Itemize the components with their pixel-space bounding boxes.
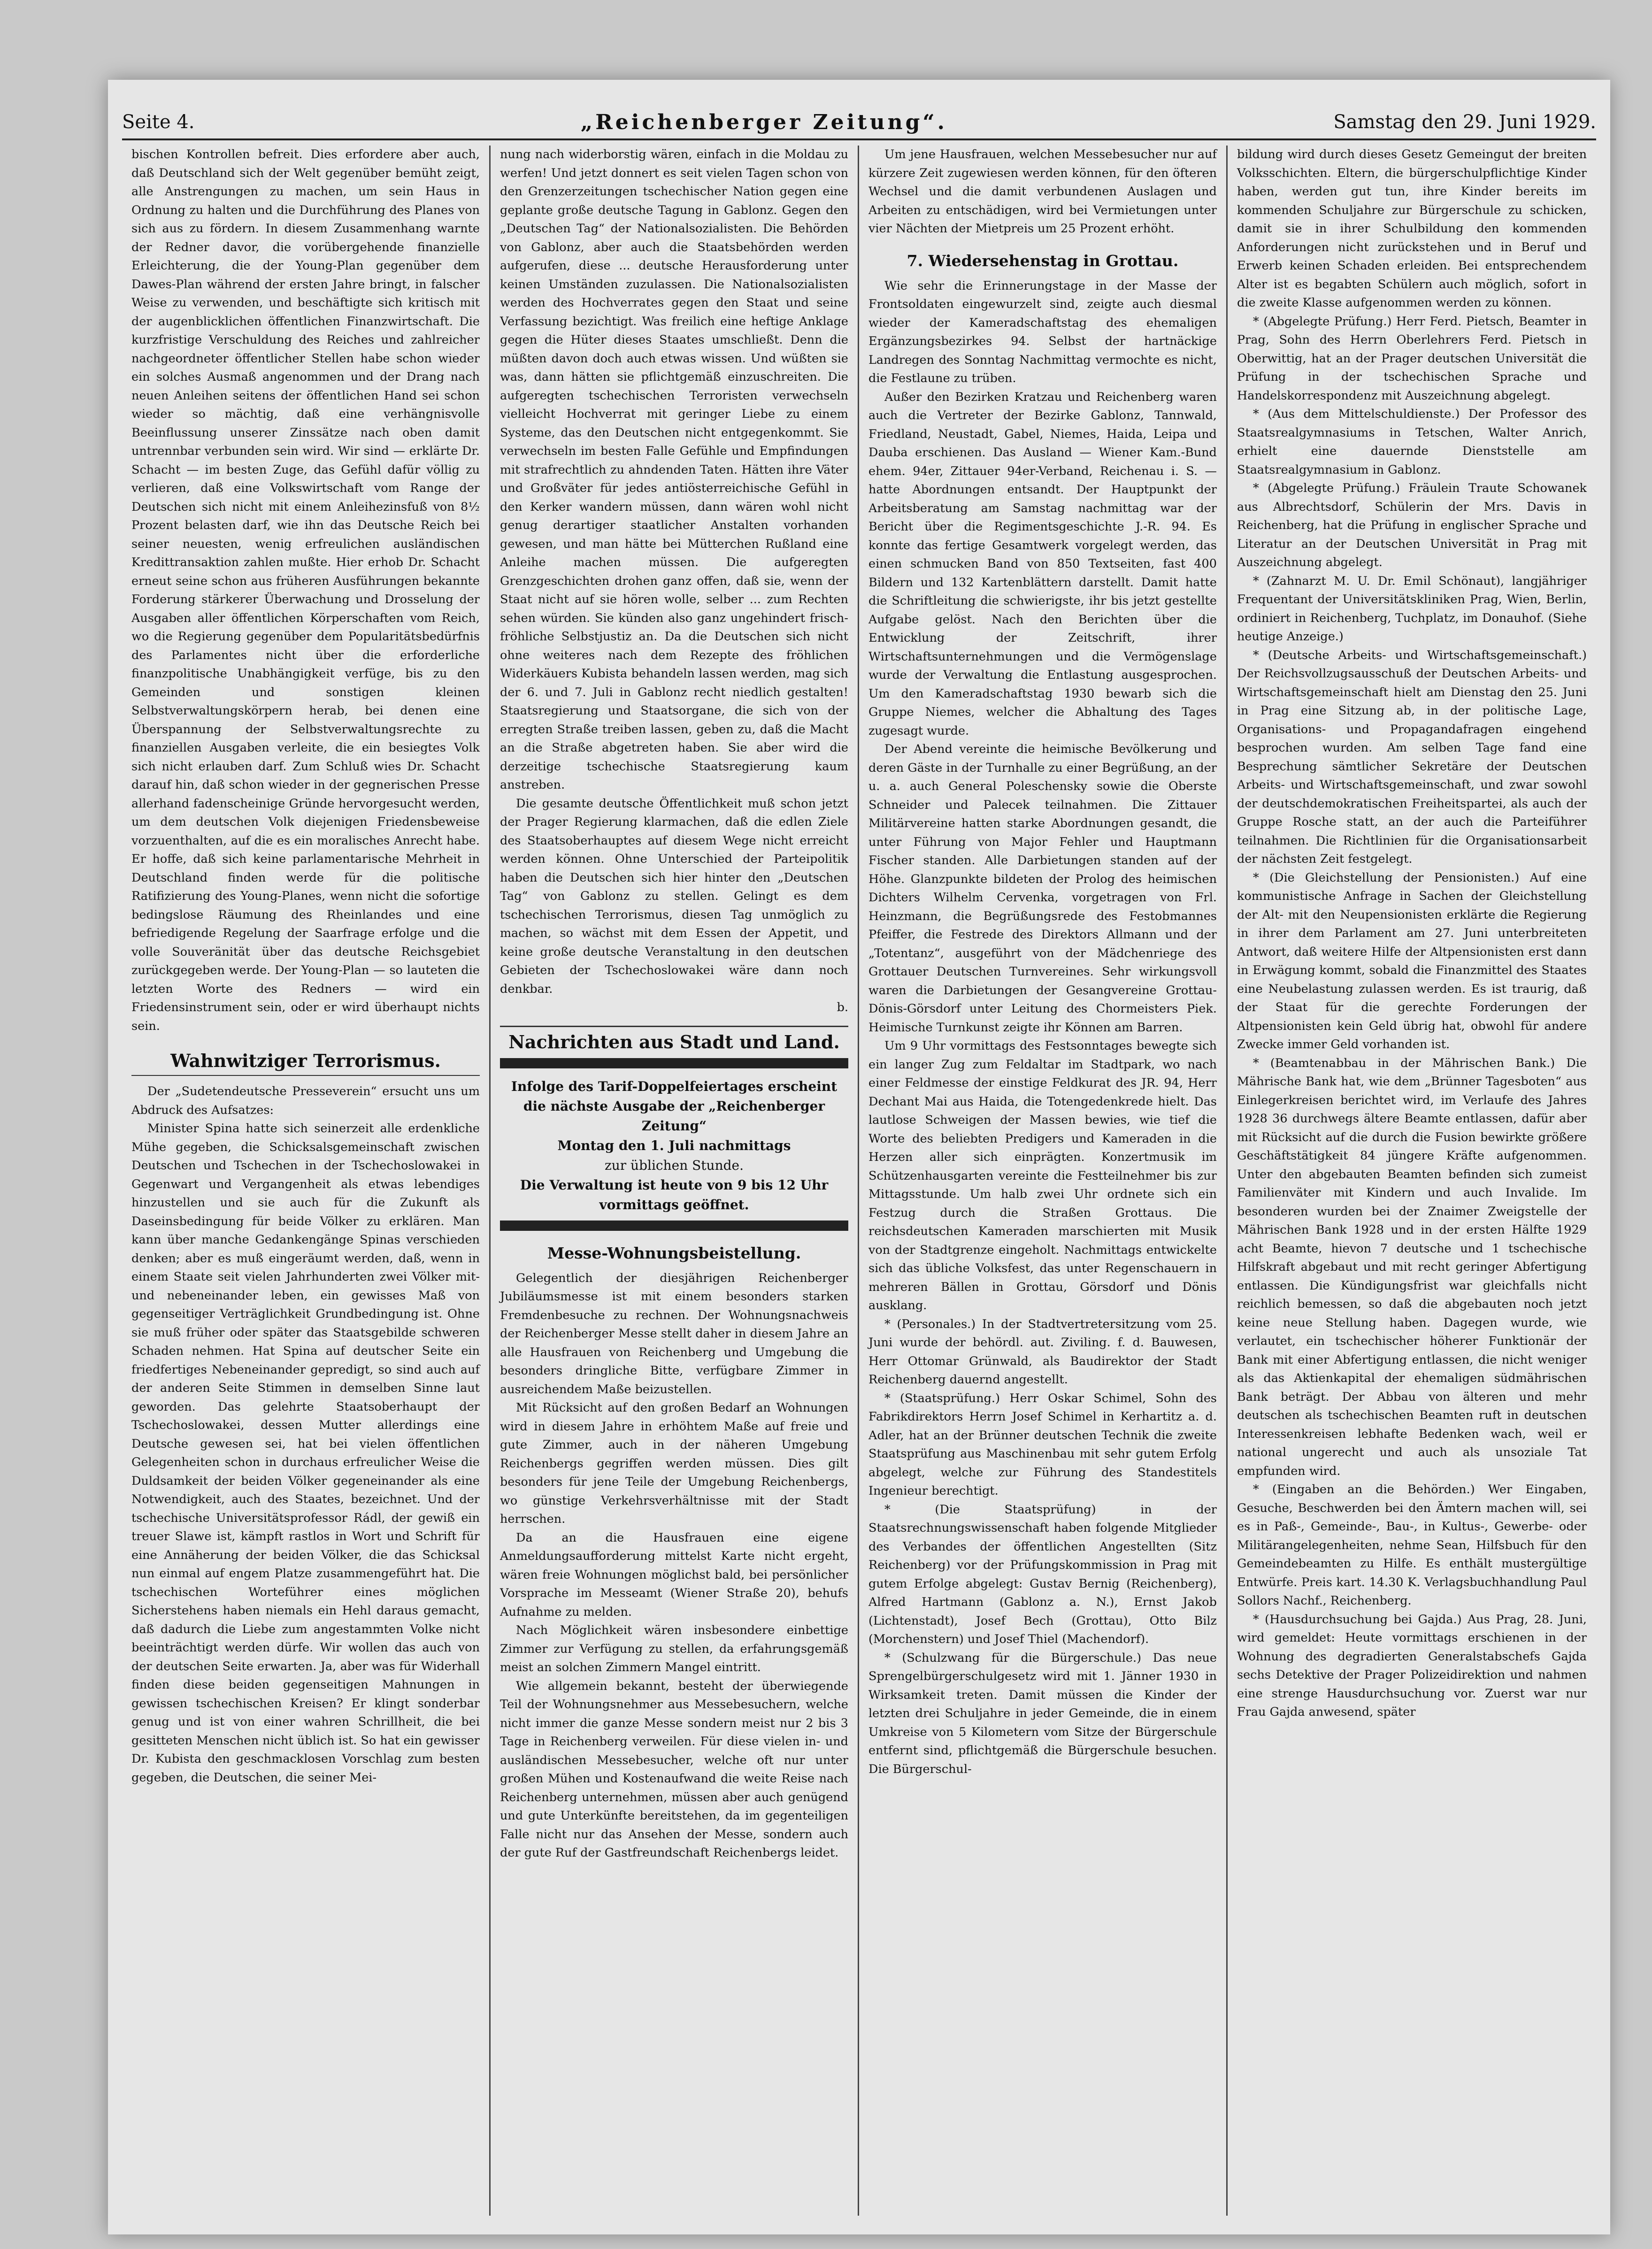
article-text: Wie allgemein bekannt, besteht der überwiegende Teil der Wohnungsnehmer aus Messebesuchern, welche nicht immer die ganze Messe sondern meist nur 2 bis 3 Tage in Reichenberg verweilen. Für diese vielen in- und ausländischen Messebesucher, welche oft nur unter großen Mühen und Kostenaufwand die weite Reise nach Reichenberg unternehmen, müssen aber auch genügend und gute Unterkünfte bereitstehen, da im gegenteiligen Falle nicht nur das Ansehen der Messe, sondern auch der gute Ruf der Gastfreundschaft Reichenbergs leidet. xyxy=(500,1679,848,1860)
article-text: Außer den Bezirken Kratzau und Reichenberg waren auch die Vertreter der Bezirke Gablonz, Tannwald, Friedland, Neustadt, Gabel, Niemes, Haida, Leipa und Dauba erschienen. Das Ausland — Wiener Kam.-Bund ehem. 94er, Zittauer 94er-Verband, Reichenau i. S. — hatte Abordnungen entsandt. Der Hauptpunkt der Arbeitsberatung am Samstag nachmittag war der Bericht über die Regimentsgeschichte J.-R. 94. Es konnte das fertige Gesamtwerk vorgelegt werden, das einen schmucken Band von 850 Textseiten, fast 400 Bildern und 132 Kartenblättern darstellt. Damit hatte die Schriftleitung die schwierigste, ihr bis jetzt gestellte Aufgabe gelöst. Nach den Berichten über die Entwicklung der Zeitschrift, ihrer Wirtschaftsunternehmungen und die Vermögenslage wurde der Verwaltung die Entlastung ausgesprochen. Um den Kameradschaftstag 1930 bewarb sich die Gruppe Niemes, welcher die Abhaltung des Tages zugesagt wurde. xyxy=(868,390,1217,738)
article-text: bildung wird durch dieses Gesetz Gemeingut der breiten Volksschichten. Eltern, die bürgerschulpflichtige Kinder haben, werden gut tun, ihre Kinder bereits im kommenden Schuljahre zur Bürgerschule zu schicken, damit sie in ihrer Schulbildung den kommenden Anforderungen nicht zurückstehen und in Beruf und Erwerb keinen Schaden erleiden. Bei entsprechendem Alter ist es begabten Schülern auch möglich, sofort in die zweite Klasse aufgenommen werden zu können. xyxy=(1237,147,1587,310)
notice-line: Montag den 1. Juli nachmittags xyxy=(557,1137,791,1153)
notice-line: Die Verwaltung ist heute von 9 bis 12 Uhr vormittags geöffnet. xyxy=(520,1177,829,1213)
column-2 xyxy=(491,146,859,2216)
news-item: * (Schulzwang für die Bürgerschule.) Das neue Sprengelbürgerschulgesetz wird mit 1. Jänner 1930 in Wirksamkeit treten. Damit müssen die Kinder der letzten drei Schuljahre in jeder Gemeinde, die in einem Umkreise von 5 Kilometern vom Sitze der Bürgerschule entfernt sind, pflichtgemäß die Bürgerschule besuchen. Die Bürgerschul- xyxy=(868,1650,1217,1776)
article-text: Gelegentlich der diesjährigen Reichenberger Jubiläumsmesse ist mit einem besonders starken Fremdenbesuche zu rechnen. Der Wohnungsnachweis der Reichenberger Messe stellt daher in diesem Jahre an alle Hausfrauen von Reichenberg und Umgebung die besonders dringliche Bitte, verfügbare Zimmer in ausreichendem Maße beizustellen. xyxy=(500,1271,848,1397)
section-title: Nachrichten aus Stadt und Land. xyxy=(500,1026,848,1053)
news-item: * (Eingaben an die Behörden.) Wer Eingaben, Gesuche, Beschwerden bei den Ämtern machen will, sei es in Paß-, Gemeinde-, Bau-, in Kultus-, Gewerbe- oder Militärangelegenheiten, nehme Sean, Hilfsbuch für den Gemeindebeamten zu Hilfe. Es enthält mustergültige Entwürfe. Preis kart. 14.30 K. Verlagsbuchhandlung Paul Sollors Nachf., Reichenberg. xyxy=(1237,1482,1587,1608)
article-text: Mit Rücksicht auf den großen Bedarf an Wohnungen wird in diesem Jahre in erhöhtem Maße auf freie und gute Zimmer, auch in der näheren Umgebung Reichenbergs gegriffen werden müssen. Dies gilt besonders für jene Teile der Umgebung Reichenbergs, wo günstige Verkehrsverhältnisse mit der Stadt herrschen. xyxy=(500,1401,848,1526)
article-text: Der Abend vereinte die heimische Bevölkerung und deren Gäste in der Turnhalle zu einer Begrüßung, an der u. a. auch General Poleschensky sowie die Oberste Schneider und Palecek teilnahmen. Die Zittauer Militärvereine hatten starke Abordnungen gesandt, die unter Führung von Major Fehler und Hauptmann Fischer standen. Alle Darbietungen standen auf der Höhe. Glanzpunkte bildeten der Prolog des heimischen Dichters Wilhelm Cervenka, vorgetragen von Frl. Heinzmann, die Begrüßungsrede des Festobmannes Pfeiffer, die Festrede des Direktors Allmann und der „Totentanz“, ausgeführt von der Mädchenriege des Grottauer Deutschen Turnvereines. Sehr wirkungsvoll waren die Darbietungen der Gesangvereine Grottau-Dönis-Görsdorf unter Leitung des Chormeisters Piek. Heimische Turnkunst zeigte ihr Können am Barren. xyxy=(868,742,1217,1035)
news-item: * (Aus dem Mittelschuldienste.) Der Professor des Staatsrealgymnasiums in Tetschen, Walter Anrich, erhielt eine dauernde Dienststelle am Staatsrealgymnasium in Gablonz. xyxy=(1237,407,1587,477)
news-item: * (Abgelegte Prüfung.) Fräulein Traute Schowanek aus Albrechtsdorf, Schülerin der Mrs. Davis in Reichenberg, hat die Prüfung in englischer Sprache und Literatur an der Deutschen Universität in Prag mit Auszeichnung abgelegt. xyxy=(1237,481,1587,569)
columns xyxy=(122,146,1596,2216)
column-1 xyxy=(122,146,491,2216)
notice-line: Infolge des Tarif-Doppelfeiertages erscheint die nächste Ausgabe der „Reichenberger Zeitung“ xyxy=(511,1078,838,1134)
section-divider xyxy=(500,1220,848,1231)
newspaper-page xyxy=(108,80,1610,2234)
news-item: * (Deutsche Arbeits- und Wirtschaftsgemeinschaft.) Der Reichsvollzugsausschuß der Deutschen Arbeits- und Wirtschaftsgemeinschaft hielt am Dienstag den 25. Juni in Prag eine Sitzung ab, in der politische Lage, Organisations- und Propagandafragen eingehend besprochen wurden. Am selben Tage fand eine Besprechung sämtlicher Sekretäre der Deutschen Arbeits- und Wirtschaftsgemeinschaft, und zwar sowohl der deutschdemokratischen Freiheitspartei, als auch der Gruppe Rosche statt, an der auch die Parteiführer teilnahmen. Die Richtlinien für die Organisationsarbeit der nächsten Zeit festgelegt. xyxy=(1237,648,1587,866)
news-item: * (Zahnarzt M. U. Dr. Emil Schönaut), langjähriger Frequentant der Universitätskliniken Prag, Wien, Berlin, ordiniert in Reichenberg, Tuchplatz, im Donauhof. (Siehe heutige Anzeige.) xyxy=(1237,574,1587,644)
news-item: * (Staatsprüfung.) Herr Oskar Schimel, Sohn des Fabrikdirektors Herrn Josef Schimel in Kerhartitz a. d. Adler, hat an der Brünner deutschen Technik die zweite Staatsprüfung aus Maschinenbau mit sehr gutem Erfolg abgelegt, welche zur Führung des Standestitels Ingenieur berechtigt. xyxy=(868,1391,1217,1498)
notice-line: zur üblichen Stunde. xyxy=(604,1157,744,1173)
article-text: Minister Spina hatte sich seinerzeit alle erdenkliche Mühe gegeben, die Schicksalsgemeinschaft zwischen Deutschen und Tschechen in der Tschechoslowakei in Gegenwart und Vergangenheit als etwas lebendiges hinzustellen und sie auch für die Zukunft als Daseinsbedingung für beide Völker zu erklären. Man kann über manche Gedankengänge Spinas verschieden denken; aber es muß eingeräumt werden, daß, wenn in einem Staate seit vielen Jahrhunderten zwei Völker mit- und nebeneinander leben, ein gewisses Maß von gegenseitiger Verträglichkeit Grundbedingung ist. Ohne sie muß früher oder später das Staatsgebilde schweren Schaden nehmen. Hat Spina auf deutscher Seite ein friedfertiges Nebeneinander gepredigt, so sind auch auf der anderen Seite Stimmen in demselben Sinne laut geworden. Das gelehrte Staatsoberhaupt der Tschechoslowakei, dessen Mutter allerdings eine Deutsche gewesen sei, hat bei vielen öffentlichen Gelegenheiten schon in durchaus erfreulicher Weise die Duldsamkeit der beiden Völker gegeneinander als eine Notwendigkeit, auch des Staates, bezeichnet. Und der tschechische Universitätsprofessor Rádl, der gewiß ein treuer Slawe ist, kämpft rastlos in Wort und Schrift für eine Annäherung der beiden Völker, die das Schicksal nun einmal auf engem Platze zusammengeführt hat. Die tschechischen Worteführer eines möglichen Sicherstehens haben niemals ein Hehl daraus gemacht, daß dadurch die Liebe zum angestammten Volke nicht beeinträchtigt werden dürfe. Wir wollen das auch von der deutschen Seite erwarten. Ja, aber was für Widerhall finden diese beiden gegenseitigen Mahnungen in gewissen tschechischen Kreisen? Er klingt sonderbar genug und ist von einer wahren Schrillheit, die bei gesitteten Menschen nicht üblich ist. So hat ein gewisser Dr. Kubista den geschmacklosen Vorschlag zum besten gegeben, die Deutschen, die seiner Mei- xyxy=(131,1121,480,1785)
article-text: Um jene Hausfrauen, welchen Messebesucher nur auf kürzere Zeit zugewiesen werden können, für den öfteren Wechsel und die damit verbundenen Auslagen und Arbeiten zu entschädigen, wird bei Vermietungen unter vier Nächten der Mietpreis um 25 Prozent erhöht. xyxy=(868,147,1217,236)
issue-date: Samstag den 29. Juni 1929. xyxy=(1333,111,1596,133)
news-item: * (Hausdurchsuchung bei Gajda.) Aus Prag, 28. Juni, wird gemeldet: Heute vormittags erschienen in der Wohnung des degradierten Generalstabschefs Gajda sechs Detektive der Prager Polizeidirektion und nahmen eine strenge Hausdurchsuchung vor. Zuerst war nur Frau Gajda anwesend, später xyxy=(1237,1612,1587,1719)
article-text: Wie sehr die Erinnerungstage in der Masse der Frontsoldaten eingewurzelt sind, zeigte auch diesmal wieder der Kameradschaftstag des ehemaligen Ergänzungsbezirkes 94. Selbst der hartnäckige Landregen des Sonntag Nachmittag vermochte es nicht, die Festlaune zu trüben. xyxy=(868,278,1217,385)
article-heading: Wahnwitziger Terrorismus. xyxy=(131,1050,480,1076)
section-divider xyxy=(500,1058,848,1068)
article-text: Die gesamte deutsche Öffentlichkeit muß schon jetzt der Prager Regierung klarmachen, daß die edlen Ziele des Staatsoberhauptes auf diesem Wege nicht erreicht werden können. Ohne Unterschied der Parteipolitik haben die Deutschen sich hier hinter den „Deutschen Tag“ von Gablonz zu stellen. Gelingt es dem tschechischen Terrorismus, diesen Tag unmöglich zu machen, so wächst mit dem Essen der Appetit, und keine große deutsche Veranstaltung in den deutschen Gebieten der Tschechoslowakei wäre dann noch denkbar. xyxy=(500,796,848,996)
news-item: * (Abgelegte Prüfung.) Herr Ferd. Pietsch, Beamter in Prag, Sohn des Herrn Oberlehrers Ferd. Pietsch in Oberwittig, hat an der Prager deutschen Universität die Prüfung in der tschechischen Sprache und Handelskorrespondenz mit Auszeichnung abgelegt. xyxy=(1237,314,1587,403)
article-text: Der „Sudetendeutsche Presseverein“ ersucht uns um Abdruck des Aufsatzes: xyxy=(131,1084,480,1117)
news-item: * (Personales.) In der Stadtvertretersitzung vom 25. Juni wurde der behördl. aut. Ziviling. f. d. Bauwesen, Herr Ottomar Grünwald, als Baudirektor der Stadt Reichenberg dauernd angestellt. xyxy=(868,1317,1217,1387)
news-item: * (Die Staatsprüfung) in der Staatsrechnungswissenschaft haben folgende Mitglieder des Verbandes der öffentlichen Angestellten (Sitz Reichenberg) vor der Prüfungskommission in Prag mit gutem Erfolge abgelegt: Gustav Bernig (Reichenberg), Alfred Hartmann (Gablonz a. N.), Ernst Jakob (Lichtenstadt), Josef Bech (Grottau), Otto Bilz (Morchenstern) und Josef Thiel (Machendorf). xyxy=(868,1502,1217,1646)
article-text: Nach Möglichkeit wären insbesondere einbettige Zimmer zur Verfügung zu stellen, da erfahrungsgemäß meist an solchen Zimmern Mangel eintritt. xyxy=(500,1623,848,1674)
publication-notice xyxy=(500,1077,848,1215)
article-text: nung nach widerborstig wären, einfach in die Moldau zu werfen! Und jetzt donnert es seit vielen Tagen schon von den Grenzerzeitungen tschechischer Nation gegen eine geplante große deutsche Tagung in Gablonz. Gegen den „Deutschen Tag“ der Nationalsozialisten. Die Behörden von Gablonz, aber auch die Staatsbehörden werden aufgerufen, diese ... deutsche Herausforderung unter keinen Umständen zuzulassen. Die Nationalsozialisten werden des Hochverrates gegen den Staat und seine Verfassung bezichtigt. Was freilich eine heftige Anklage gegen die Hüter dieses Staates umschließt. Denn die müßten davon doch auch etwas wissen. Und wüßten sie was, dann hätten sie pflichtgemäß einzuschreiten. Die aufgeregten tschechischen Terroristen verwechseln vielleicht Hochverrat mit geringer Liebe zu einem Systeme, das den Deutschen nicht entgegenkommt. Sie verwechseln im besten Falle Gefühle und Empfindungen mit strafrechtlich zu ahndenden Taten. Hätten ihre Väter und Großväter für jedes antiösterreichische Gefühl in den Kerker wandern müssen, dann wären wohl nicht genug derartiger staatlicher Anstalten vorhanden gewesen, und man hätte bei Mütterchen Rußland eine Anleihe machen müssen. Die aufgeregten Grenzgeschichten drohen ganz offen, daß sie, wenn der Staat nicht auf sie hören wolle, selber ... zum Rechten sehen würden. Sie künden also ganz ungehindert frisch-fröhliche Selbstjustiz an. Da die Deutschen sich nicht ohne weiteres nach dem Rezepte des fröhlichen Widerkäuers Kubista behandeln lassen werden, mag sich der 6. und 7. Juli in Gablonz recht niedlich gestalten! Staatsregierung und Staatsorgane, die sich von der erregten Straße treiben lassen, geben zu, daß die Macht an die Straße abgetreten haben. Sie aber wird die derzeitige tschechische Staatsregierung kaum anstreben. xyxy=(500,147,848,792)
article-heading: Messe-Wohnungsbeistellung. xyxy=(547,1243,801,1262)
article-text: Da an die Hausfrauen eine eigene Anmeldungsaufforderung mittelst Karte nicht ergeht, wären freie Wohnungen möglichst bald, bei persönlicher Vorsprache im Messeamt (Wiener Straße 20), behufs Aufnahme zu melden. xyxy=(500,1530,848,1619)
page-number: Seite 4. xyxy=(122,111,195,133)
article-text: bischen Kontrollen befreit. Dies erfordere aber auch, daß Deutschland sich der Welt gegenüber bemüht zeigt, alle Anstrengungen zu machen, um sein Haus in Ordnung zu halten und die Durchführung des Planes von sich aus zu fördern. In diesem Zusammenhang warnte der Redner davor, die vorübergehende finanzielle Erleichterung, die der Young-Plan gegenüber dem Dawes-Plan während der ersten Jahre bringt, in falscher Weise zu verwenden, und beschäftigte sich kritisch mit der augenblicklichen öffentlichen Finanzwirtschaft. Die kurzfristige Verschuldung des Reiches und zahlreicher nachgeordneter öffentlicher Stellen habe schon wieder ein solches Ausmaß angenommen und der Drang nach neuen Anleihen seitens der öffentlichen Hand sei schon wieder so mächtig, daß eine verhängnisvolle Beeinflussung unserer Zinssätze nach oben damit untrennbar verbunden sein wird. Wir sind — erklärte Dr. Schacht — im besten Zuge, das Gefühl dafür völlig zu verlieren, daß eine Volkswirtschaft vom Range der Deutschen sich nicht mit einem Anleihezinsfuß von 8½ Prozent belasten darf, wie ihn das Deutsche Reich bei seiner neuesten, wenig erfreulichen ausländischen Kredittransaktion zahlen mußte. Hier erhob Dr. Schacht erneut seine schon aus früheren Ausführungen bekannte Forderung stärkerer Überwachung und Drosselung der Ausgaben aller öffentlichen Körperschaften vom Reich, wo die Regierung gegenüber dem Popularitätsbedürfnis des Parlamentes nicht über die erforderliche finanzpolitische Unabhängigkeit verfüge, bis zu den Gemeinden und sonstigen kleinen Selbstverwaltungskörpern herab, bei denen eine Überspannung der Selbstverwaltungsrechte zu finanziellen Ausgaben verleite, die ein besiegtes Volk sich nicht erlauben darf. Zum Schluß wies Dr. Schacht darauf hin, daß schon wieder in der gegnerischen Presse allerhand fadenscheinige Gründe hervorgesucht werden, um dem deutschen Volk diejenigen Friedensbeweise vorzuenthalten, auf die es ein moralisches Anrecht habe. Er hoffe, daß sich keine parlamentarische Mehrheit in Deutschland finden werde für die politische Ratifizierung des Young-Planes, wenn nicht die sofortige bedingslose Räumung des Rheinlandes und eine befriedigende Regelung der Saarfrage erfolge und die volle Souveränität über das deutsche Reichsgebiet zurückgegeben werde. Der Young-Plan — so lauteten die letzten Worte des Redners — wird ein Friedensinstrument sein, oder er wird überhaupt nichts sein. xyxy=(131,147,480,1033)
news-item: * (Die Gleichstellung der Pensionisten.) Auf eine kommunistische Anfrage in Sachen der Gleichstellung der Alt- mit den Neupensionisten erklärte die Regierung in ihrer dem Parlament am 27. Juni unterbreiteten Antwort, daß weitere Hilfe der Altpensionisten erst dann in Erwägung kommt, sobald die Finanzmittel des Staates eine Neubelastung zulassen werden. Es ist traurig, daß der Staat für die gerechte Forderungen der Altpensionisten kein Geld übrig hat, obwohl für andere Zwecke immer Geld vorhanden ist. xyxy=(1237,870,1587,1052)
news-item: * (Beamtenabbau in der Mährischen Bank.) Die Mährische Bank hat, wie dem „Brünner Tagesboten“ aus Einlegerkreisen berichtet wird, im Verlaufe des Jahres 1928 36 durchwegs ältere Beamte entlassen, dafür aber mit Rücksicht auf die durch die Fusion bewirkte größere Geschäftstätigkeit 84 jüngere Kräfte aufgenommen. Unter den abgebauten Beamten befinden sich zumeist Familienväter mit Kindern und auch Invalide. Im besonderen wurden bei der Znaimer Zweigstelle der Mährischen Bank 1928 und in der ersten Hälfte 1929 acht Beamte, hievon 7 deutsche und 1 tschechische Hilfskraft abgebaut und mit recht geringer Abfertigung entlassen. Die Kündigungsfrist war gleichfalls nicht reichlich bemessen, so daß die abgebauten noch jetzt keine neue Stellung haben. Dagegen wurde, wie verlautet, ein tschechischer höherer Funktionär der Bank mit einer Abfertigung entlassen, die nicht weniger als das Aktienkapital der ehemaligen südmährischen Bank beträgt. Der Abbau von älteren und mehr deutschen als tschechischen Beamten ruft in deutschen Interessenkreisen lebhafte Bedenken wach, weil er national ungerecht und auch als unsoziale Tat empfunden wird. xyxy=(1237,1056,1587,1478)
article-text: Um 9 Uhr vormittags des Festsonntages bewegte sich ein langer Zug zum Feldaltar im Stadtpark, wo nach einer Feldmesse der einstige Feldkurat des JR. 94, Herr Dechant Mai aus Haida, die Totengedenkrede hielt. Das lautlose Schweigen der Massen bewies, wie tief die Worte des beliebten Predigers und Kameraden in die Herzen aller sich einprägten. Konzertmusik im Schützenhausgarten vereinte die Festteilnehmer bis zur Mittagsstunde. Um halb zwei Uhr ordnete sich ein Festzug durch die Straßen Grottaus. Die reichsdeutschen Kameraden marschierten mit Musik von der Stadtgrenze eingeholt. Nachmittags entwickelte sich das übliche Volksfest, das unter Regenschauern in mehreren Bällen in Grottau, Görsdorf und Dönis ausklang. xyxy=(868,1039,1217,1313)
author-signature: b. xyxy=(837,1000,848,1014)
newspaper-title: „Reichenberger Zeitung“. xyxy=(580,110,947,134)
article-heading: 7. Wiedersehenstag in Grottau. xyxy=(907,251,1179,270)
page-header xyxy=(122,106,1596,140)
column-3 xyxy=(859,146,1228,2216)
column-4 xyxy=(1228,146,1596,2216)
